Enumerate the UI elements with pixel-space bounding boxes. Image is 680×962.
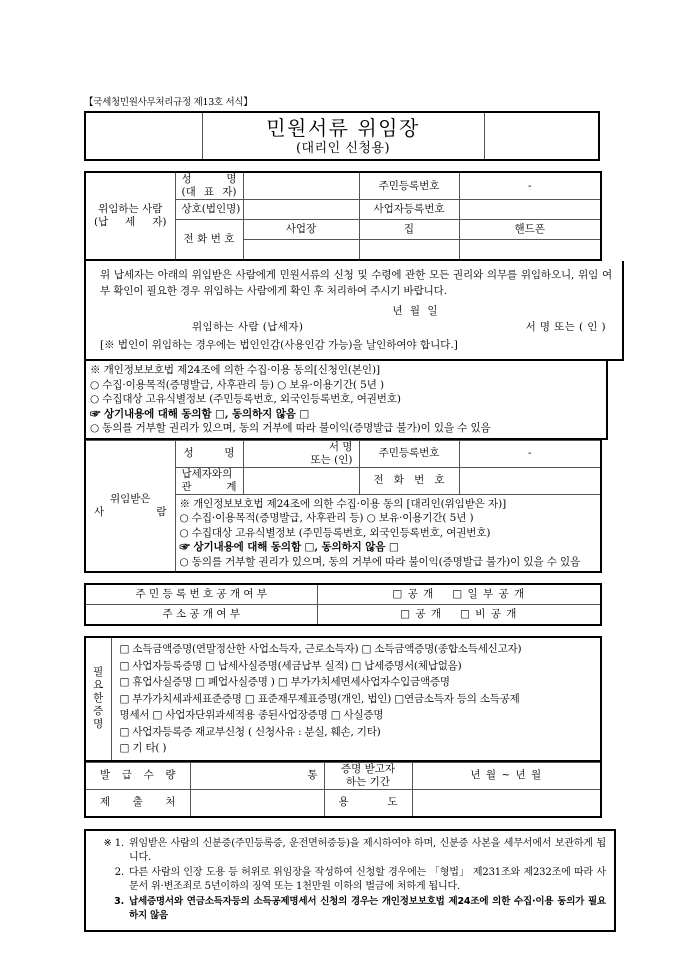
delegatee-relation-label-line2: 관 계 (181, 480, 237, 493)
delegatee-consent-block (175, 494, 601, 572)
issuance-submit-to-input[interactable] (190, 789, 324, 817)
delegatee-consent-agree-line[interactable]: ☞ 상기내용에 대해 동의함 □, 동의하지 않음 □ (179, 541, 399, 553)
spacer (84, 161, 600, 171)
delegator-table (84, 171, 602, 261)
delegatee-sign-label (243, 440, 359, 467)
title-right-box (484, 112, 599, 160)
delegator-name-label-line2: (대 표 자) (181, 186, 237, 198)
footer-note-mark: ※ 1. (103, 837, 124, 849)
spacer (84, 573, 600, 583)
issuance-submit-to-label: 제 출 처 (85, 789, 190, 817)
disclosure-table (84, 583, 602, 626)
delegatee-phone-input[interactable] (459, 467, 601, 494)
title-block (84, 111, 600, 161)
applicant-consent-purpose: ○ 수집·이용목적(증명발급, 사후관리 등) ○ 보유·이용기간( 5년 ) (90, 378, 385, 391)
delegatee-section-label-line1: 위임받은 (109, 492, 151, 505)
delegatee-name-label: 성 명 (175, 440, 243, 467)
delegatee-table (84, 440, 602, 574)
title-cell (202, 112, 484, 160)
statement-seal-label[interactable]: 서 명 또는 ( 인 ) (525, 321, 606, 333)
disclosure-address-option-private[interactable]: □ 비 공 개 (460, 608, 518, 620)
required-docs-checklist (111, 637, 601, 761)
delegator-bizno-input[interactable] (459, 200, 601, 220)
delegator-name-input[interactable] (243, 172, 359, 200)
disclosure-rrn-option-public[interactable]: □ 공 개 (392, 588, 435, 600)
title-left-box (85, 112, 202, 160)
doc-checkbox-row-other[interactable]: □ 기 타( ) (119, 742, 167, 754)
delegator-rrn-label: 주민등록번호 (359, 172, 459, 200)
footer-note (94, 895, 606, 924)
statement-bracket-note: [※ 법인이 위임하는 경우에는 법인인감(사용인감 가능)을 날인하여야 합니다.] (100, 339, 458, 351)
footer-note-text: 위임받은 사람의 신분증(주민등록증, 운전면허증등)을 제시하여야 하며, 신분증 사본을 세무서에서 보관하게 됩니다. (129, 837, 606, 863)
issuance-table (84, 762, 602, 818)
required-docs-vlabel-char-5: 명 (93, 718, 104, 731)
issuance-qty-input[interactable] (190, 762, 324, 789)
issuance-purpose-label: 용 도 (324, 789, 412, 817)
issuance-period-input[interactable]: 년 월 ~ 년 월 (412, 762, 601, 789)
delegatee-consent-heading: ※ 개인정보보호법 제24조에 의한 수집·이용 동의 [대리인(위임받은 자)] (179, 497, 507, 510)
delegator-bizno-label: 사업자등록번호 (359, 200, 459, 220)
footer-notes-box (84, 829, 616, 932)
delegatee-consent-identifiers: ○ 수집대상 고유식별정보 (주민등록번호, 외국인등록번호, 여권번호) (179, 526, 491, 539)
statement-body: 위 납세자는 아래의 위임받은 사람에게 민원서류의 신청 및 수령에 관한 모든 권리와 의무를 위임하오니, 위임 여부 확인이 필요한 경우 위임하는 사람에게 확인 후 처리하여 주시기 바랍니다. (100, 269, 612, 297)
delegatee-relation-label-line1: 납세자와의 (181, 467, 233, 480)
doc-checkbox-row[interactable]: □ 사업자등록증 재교부신청 ( 신청사유 : 분실, 훼손, 기타) (119, 725, 381, 738)
statement-signer-label: 위임하는 사람 (납세자) (192, 321, 304, 333)
applicant-consent-box (84, 361, 608, 440)
issuance-period-label-line2: 하는 기간 (346, 775, 390, 788)
footer-note (94, 837, 606, 866)
doc-checkbox-row[interactable]: □ 부가가치세과세표준증명 □ 표준재무제표증명(개인, 법인) □연금소득자 등의 소득공제 (119, 692, 520, 705)
required-documents-table (84, 636, 602, 762)
applicant-consent-heading: ※ 개인정보보호법 제24조에 의한 수집·이용 동의[신청인(본인)] (90, 364, 380, 376)
statement-date-line[interactable]: 년 월 일 (392, 305, 440, 317)
form-sheet (84, 96, 612, 932)
issuance-qty-unit: 통 (307, 769, 318, 781)
footer-note-mark: 2. (114, 866, 124, 878)
footer-note (94, 866, 606, 895)
delegatee-relation-label (175, 467, 243, 494)
required-docs-vlabel-char-3: 한 (93, 692, 104, 705)
delegatee-consent-purpose: ○ 수집·이용목적(증명발급, 사후관리 등) ○ 보유·이용기간( 5년 ) (179, 512, 474, 524)
delegatee-sign-label-line1: 서 명 (328, 440, 353, 453)
form-subtitle: (대리인 신청용) (295, 140, 391, 156)
delegatee-phone-label: 전 화 번 호 (359, 467, 459, 494)
delegatee-relation-input[interactable] (243, 467, 359, 494)
issuance-qty-label: 발 급 수 량 (85, 762, 190, 789)
delegator-phone-label: 전 화 번 호 (175, 220, 243, 261)
statement-signature-line (100, 319, 612, 335)
delegator-section-label-line2: (납 세 자) (94, 216, 167, 228)
doc-checkbox-row[interactable]: 명세서 □ 사업자단위과세적용 종된사업장증명 □ 사실증명 (119, 709, 384, 721)
applicant-consent-identifiers: ○ 수집대상 고유식별정보 (주민등록번호, 외국인등록번호, 여권번호) (90, 393, 401, 405)
required-docs-vlabel-char-4: 증 (93, 705, 104, 718)
applicant-consent-refusal-note: ○ 동의를 거부할 권리가 있으며, 동의 거부에 따라 불이익(증명발급 불가)이 있을 수 있음 (90, 422, 491, 434)
required-docs-vlabel-char-2: 요 (93, 679, 104, 692)
delegator-section-label-line1: 위임하는 사람 (98, 203, 163, 215)
disclosure-address-option-public[interactable]: □ 공 개 (400, 608, 442, 620)
delegatee-rrn-label: 주민등록번호 (359, 440, 459, 467)
issuance-period-label (324, 762, 412, 789)
footer-note-text: 다른 사람의 인장 도용 등 허위로 위임장을 작성하여 신청할 경우에는 「형법」 제231조와 제232조에 따라 사문서 위·변조죄로 5년이하의 징역 또는 1천만원 이하의 벌금에 처하게 됩니다. (129, 866, 607, 892)
disclosure-address-label: 주 소 공 개 여 부 (85, 605, 317, 626)
disclosure-address-options[interactable] (317, 605, 601, 626)
delegator-phone-col-home: 집 (359, 220, 459, 240)
required-docs-vlabel-char-1: 필 (93, 666, 104, 679)
disclosure-rrn-options[interactable] (317, 584, 601, 605)
spacer (84, 626, 600, 636)
delegator-section-label (85, 172, 175, 260)
delegator-name-label-line1: 성 명 (181, 173, 237, 185)
delegatee-consent-refusal-note: ○ 동의를 거부할 권리가 있으며, 동의 거부에 따라 불이익(증명발급 불가)이 있을 수 있음 (179, 555, 581, 568)
delegatee-section-label (85, 440, 175, 572)
doc-checkbox-row[interactable]: □ 휴업사실증명 □ 폐업사실증명 ) □ 부가가치세면세사업자수입금액증명 (119, 676, 450, 688)
required-docs-vertical-label (85, 637, 111, 761)
delegator-phone-col-mobile: 핸드폰 (459, 220, 601, 240)
delegator-rrn-input[interactable]: - (459, 172, 601, 200)
form-code-label: 【국세청민원사무처리규정 제13호 서식】 (84, 97, 253, 108)
delegatee-section-label-line2: 사 람 (94, 505, 167, 518)
delegatee-sign-label-line2: 또는 (인) (310, 453, 353, 466)
doc-checkbox-row[interactable]: □ 소득금액증명(연말정산한 사업소득자, 근로소득자) □ 소득금액증명(종합소득세신고자) (119, 643, 522, 655)
disclosure-rrn-option-partial[interactable]: □ 일 부 공 개 (452, 588, 526, 600)
delegator-company-label: 상호(법인명) (175, 200, 243, 220)
statement-box (84, 261, 624, 361)
issuance-period-label-line1: 증명 받고자 (340, 762, 396, 775)
applicant-consent-agree-line[interactable]: ☞ 상기내용에 대해 동의함 □, 동의하지 않음 □ (90, 407, 310, 420)
form-title: 민원서류 위임장 (266, 115, 420, 140)
delegatee-rrn-input[interactable]: - (459, 440, 601, 467)
delegator-name-label (175, 172, 243, 200)
disclosure-rrn-label: 주 민 등 록 번 호 공 개 여 부 (85, 584, 317, 605)
delegator-company-input[interactable] (243, 200, 359, 220)
issuance-purpose-input[interactable] (412, 789, 601, 817)
delegator-phone-col-office: 사업장 (243, 220, 359, 240)
doc-checkbox-row[interactable]: □ 사업자등록증명 □ 납세사실증명(세금납부 실적) □ 납세증명서(체납없음) (119, 659, 462, 672)
footer-note-mark: 3. (114, 895, 124, 907)
delegator-phone-office-input[interactable] (243, 240, 359, 261)
delegator-phone-home-input[interactable] (359, 240, 459, 261)
delegator-phone-mobile-input[interactable] (459, 240, 601, 261)
footer-note-text: 납세증명서와 연금소득자등의 소득공제명세서 신청의 경우는 개인정보보호법 제24조에 의한 수집·이용 동의가 필요하지 않음 (129, 895, 606, 921)
